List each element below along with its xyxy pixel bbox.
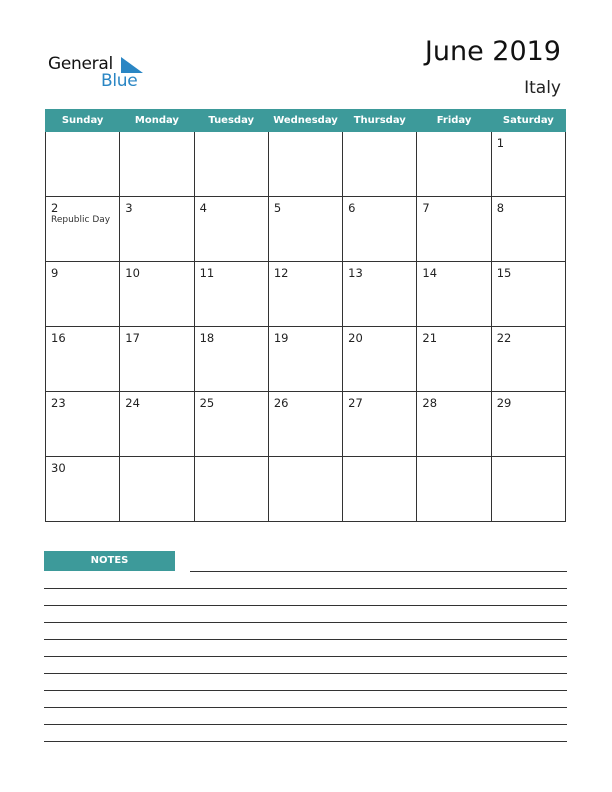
calendar-day-cell xyxy=(343,457,417,522)
notes-label: NOTES xyxy=(44,551,175,571)
calendar-day-cell xyxy=(46,262,120,327)
notes-line xyxy=(190,571,567,572)
calendar-day-cell xyxy=(46,132,120,197)
calendar-day-cell xyxy=(120,457,194,522)
page-title: June 2019 xyxy=(424,36,561,67)
day-number: 26 xyxy=(273,396,289,410)
calendar-day-cell xyxy=(120,327,194,392)
day-number: 12 xyxy=(273,266,289,280)
calendar-day-cell xyxy=(268,132,342,197)
day-number: 13 xyxy=(348,266,363,280)
calendar-day-cell xyxy=(194,262,268,327)
notes-line xyxy=(44,690,567,691)
day-number: 19 xyxy=(273,331,289,345)
logo-general-text: General xyxy=(48,54,113,74)
calendar-day-cell xyxy=(491,457,565,522)
weekday-header: Wednesday xyxy=(268,110,342,132)
day-number: 2 xyxy=(51,201,59,215)
calendar-day-cell xyxy=(491,132,565,197)
calendar-day-cell xyxy=(417,262,491,327)
calendar-day-cell xyxy=(46,197,120,262)
day-number: 7 xyxy=(422,201,430,215)
calendar-day-cell xyxy=(268,457,342,522)
day-number: 6 xyxy=(348,201,356,215)
calendar-week-row xyxy=(46,327,566,392)
calendar-week-row xyxy=(46,392,566,457)
weekday-header: Monday xyxy=(120,110,194,132)
calendar-day-cell xyxy=(491,327,565,392)
calendar-day-cell xyxy=(417,197,491,262)
day-number: 5 xyxy=(273,201,282,215)
calendar-day-cell xyxy=(268,262,342,327)
calendar-day-cell xyxy=(417,392,491,457)
day-number: 21 xyxy=(422,331,438,345)
calendar-grid xyxy=(45,109,566,522)
day-number: 18 xyxy=(199,331,215,345)
calendar-day-cell xyxy=(343,132,417,197)
calendar-day-cell xyxy=(194,327,268,392)
day-number: 22 xyxy=(496,331,512,345)
calendar-day-cell xyxy=(46,392,120,457)
calendar-day-cell xyxy=(417,132,491,197)
weekday-header: Tuesday xyxy=(194,110,268,132)
notes-line xyxy=(44,588,567,589)
calendar-day-cell xyxy=(194,197,268,262)
notes-line xyxy=(44,673,567,674)
calendar-day-cell xyxy=(491,392,565,457)
calendar-week-row xyxy=(46,457,566,522)
day-number: 29 xyxy=(496,396,512,410)
calendar-day-cell xyxy=(343,262,417,327)
day-number: 25 xyxy=(199,396,215,410)
day-number: 16 xyxy=(51,331,66,345)
calendar-day-cell xyxy=(491,262,565,327)
calendar-day-cell xyxy=(194,392,268,457)
day-number: 23 xyxy=(51,396,66,410)
notes-line xyxy=(44,741,567,742)
calendar-day-cell xyxy=(417,327,491,392)
calendar-day-cell xyxy=(120,197,194,262)
notes-line xyxy=(44,724,567,725)
notes-line xyxy=(44,622,567,623)
notes-line xyxy=(44,605,567,606)
country-label: Italy xyxy=(524,78,561,98)
day-number: 3 xyxy=(125,201,133,215)
day-number: 20 xyxy=(348,331,363,345)
day-number: 15 xyxy=(496,266,512,280)
calendar-day-cell xyxy=(120,392,194,457)
calendar-day-cell xyxy=(46,457,120,522)
calendar-day-cell xyxy=(491,197,565,262)
notes-line xyxy=(44,656,567,657)
calendar-day-cell xyxy=(268,327,342,392)
calendar-day-cell xyxy=(417,457,491,522)
day-number: 14 xyxy=(422,266,438,280)
day-number: 24 xyxy=(125,396,140,410)
calendar-day-cell xyxy=(343,327,417,392)
day-number: 1 xyxy=(496,136,505,150)
weekday-header-row xyxy=(46,110,566,132)
day-number: 27 xyxy=(348,396,363,410)
day-number: 11 xyxy=(199,266,215,280)
calendar-day-cell xyxy=(194,457,268,522)
day-number: 30 xyxy=(51,461,66,475)
weekday-header: Thursday xyxy=(343,110,417,132)
calendar-day-cell xyxy=(268,197,342,262)
calendar-day-cell xyxy=(343,197,417,262)
day-number: 9 xyxy=(51,266,59,280)
day-number: 17 xyxy=(125,331,140,345)
weekday-header: Saturday xyxy=(491,110,565,132)
day-number: 28 xyxy=(422,396,438,410)
calendar-week-row xyxy=(46,262,566,327)
holiday-label: Republic Day xyxy=(51,215,111,225)
weekday-header: Friday xyxy=(417,110,491,132)
calendar-day-cell xyxy=(343,392,417,457)
day-number: 4 xyxy=(199,201,207,215)
notes-line xyxy=(44,639,567,640)
weekday-header: Sunday xyxy=(46,110,120,132)
day-number: 8 xyxy=(496,201,505,215)
logo-blue-text: Blue xyxy=(101,71,138,91)
calendar-day-cell xyxy=(194,132,268,197)
calendar-week-row xyxy=(46,132,566,197)
day-number: 10 xyxy=(125,266,140,280)
calendar-day-cell xyxy=(120,262,194,327)
calendar-day-cell xyxy=(46,327,120,392)
notes-line xyxy=(44,707,567,708)
calendar-week-row xyxy=(46,197,566,262)
calendar-day-cell xyxy=(268,392,342,457)
calendar-day-cell xyxy=(120,132,194,197)
brand-logo xyxy=(48,54,148,94)
